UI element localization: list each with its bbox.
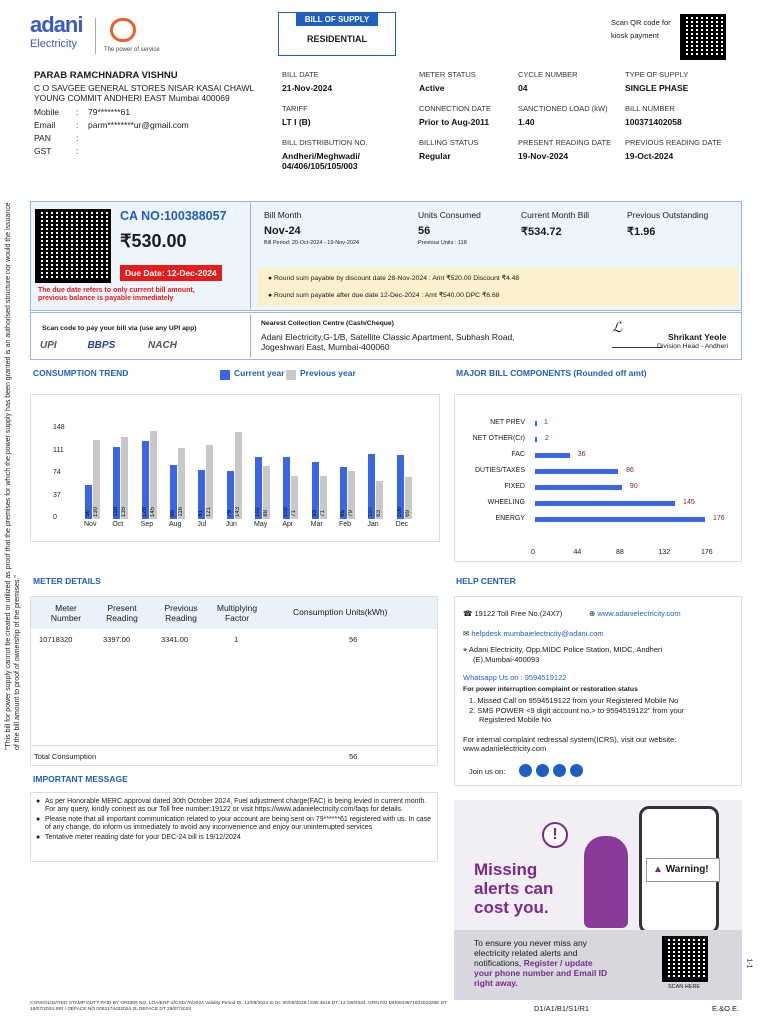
collection-address-2: Jogeshwari East, Mumbai-400060 bbox=[261, 342, 390, 352]
important-box bbox=[30, 792, 438, 862]
component-x-tick: 132 bbox=[658, 549, 671, 556]
component-bar bbox=[535, 517, 705, 522]
round-sum-2-text: Round sum payable after due date 12-Dec-2024 : Amt ₹540.00 DPC ₹6.68 bbox=[274, 292, 500, 299]
component-value: 90 bbox=[629, 483, 638, 490]
trend-x-label: Dec bbox=[395, 521, 409, 528]
meter-consumption-value: 56 bbox=[349, 635, 358, 644]
bar-previous-year bbox=[291, 476, 298, 519]
promo-text-3: notifications, bbox=[474, 958, 524, 968]
facebook-icon[interactable] bbox=[519, 764, 532, 777]
stamp-duty-note bbox=[30, 1001, 520, 1013]
meter-factor-value: 1 bbox=[234, 635, 239, 644]
trend-x-label: Aug bbox=[169, 521, 182, 528]
bar-current-year bbox=[113, 447, 120, 519]
linkedin-icon[interactable] bbox=[553, 764, 566, 777]
bar-value-label: 85 bbox=[340, 510, 346, 517]
meter-col-number: Meter Number bbox=[50, 603, 82, 623]
bar-value-label: 102 bbox=[255, 506, 261, 517]
meter-number-value: 10718320 bbox=[39, 635, 73, 644]
promo-banner bbox=[454, 800, 742, 1000]
bar-current-year bbox=[142, 441, 149, 519]
colon: : bbox=[76, 133, 79, 143]
component-bar bbox=[535, 421, 537, 426]
component-bar bbox=[535, 453, 570, 458]
bar-current-year bbox=[170, 465, 177, 519]
mobile-value: 79*******61 bbox=[88, 107, 131, 117]
current-bill-value: ₹534.72 bbox=[521, 226, 562, 238]
brand-logo bbox=[30, 14, 82, 50]
info-bill-number: BILL NUMBER 100371402058 bbox=[625, 104, 682, 127]
register-qr-code[interactable] bbox=[662, 936, 708, 982]
bar-current-year bbox=[397, 455, 404, 519]
current-bill-label: Current Month Bill bbox=[521, 210, 590, 220]
consumption-trend-title: CONSUMPTION TREND bbox=[33, 368, 129, 378]
promo-text bbox=[474, 938, 607, 988]
strip-divider bbox=[250, 314, 251, 358]
trend-y-tick: 148 bbox=[53, 424, 65, 431]
component-value: 145 bbox=[683, 499, 695, 506]
bar-current-year bbox=[340, 467, 347, 519]
promo-text-4: your phone number and Email ID bbox=[474, 968, 608, 978]
bar-value-label: 81 bbox=[198, 510, 205, 517]
mail-icon: ✉ bbox=[463, 629, 472, 638]
promo-text-5: right away. bbox=[474, 978, 518, 988]
warning-card bbox=[646, 858, 720, 882]
customer-name: PARAB RAMCHNADRA VISHNU bbox=[34, 70, 178, 81]
bar-previous-year bbox=[348, 471, 355, 519]
collection-centre bbox=[261, 320, 515, 352]
component-bar bbox=[535, 485, 622, 490]
units-label: Units Consumed bbox=[418, 210, 481, 220]
meter-col-consumption: Consumption Units(kWh) bbox=[293, 607, 388, 617]
bar-current-year bbox=[85, 485, 92, 519]
kiosk-text bbox=[611, 16, 671, 42]
trend-x-label: Mar bbox=[310, 521, 323, 528]
office-address bbox=[463, 645, 662, 655]
customer-address-1: C O SAVGEE GENERAL STORES NISAR KASAI CHAWL bbox=[34, 83, 255, 93]
bar-value-label: 56 bbox=[85, 510, 91, 517]
meter-details-title: METER DETAILS bbox=[33, 576, 101, 586]
bar-value-label: 93 bbox=[311, 510, 318, 517]
bar-value-label: 89 bbox=[170, 510, 176, 517]
bar-current-year bbox=[198, 470, 205, 519]
toll-free-text: 19122 Toll Free No.(24X7) bbox=[474, 609, 563, 618]
consumption-chart bbox=[30, 394, 440, 542]
brand-tagline: The power of service bbox=[104, 47, 160, 53]
legend-previous-swatch bbox=[286, 370, 296, 380]
bar-previous-year bbox=[121, 437, 128, 519]
customer-block bbox=[34, 70, 274, 103]
info-cycle-number: CYCLE NUMBER 04 bbox=[518, 70, 578, 93]
scan-pay-text: Scan code to pay your bill via (use any UPI app) bbox=[42, 325, 197, 332]
total-consumption-value: 56 bbox=[349, 752, 358, 761]
email-link[interactable] bbox=[463, 629, 604, 638]
kiosk-text-2: kiosk payment bbox=[611, 31, 659, 40]
bar-value-label: 107 bbox=[368, 506, 375, 517]
info-bill-date: BILL DATE 21-Nov-2024 bbox=[282, 70, 333, 93]
email-text: helpdesk.mumbaielectricity@adani.com bbox=[471, 629, 604, 638]
bar-value-label: 130 bbox=[93, 506, 99, 517]
office-address-1: Adani Electricity, Opp.MIDC Police Station, MIDC, Andheri bbox=[468, 645, 663, 654]
mobile-label: Mobile bbox=[34, 107, 60, 117]
pay-logos bbox=[40, 340, 177, 351]
current-bill-block bbox=[521, 210, 589, 238]
footer-eoe: E.&O.E. bbox=[712, 1004, 740, 1013]
payment-qr-code[interactable] bbox=[35, 209, 111, 283]
total-consumption-label: Total Consumption bbox=[34, 752, 97, 761]
trend-y-tick: 0 bbox=[53, 514, 57, 521]
promo-line-2: alerts can bbox=[474, 879, 554, 898]
round-sum-2: ● Round sum payable after due date 12-Dec-2024 : Amt ₹540.00 DPC ₹6.68 bbox=[268, 292, 500, 299]
gst-label: GST bbox=[34, 146, 52, 156]
footer-code: D1/A1/B1/S1/R1 bbox=[534, 1004, 590, 1013]
component-label: NET OTHER(Cr) bbox=[472, 435, 525, 442]
components-chart bbox=[454, 394, 742, 562]
trend-x-label: Jun bbox=[225, 521, 237, 528]
bar-current-year bbox=[312, 462, 319, 519]
component-x-tick: 88 bbox=[616, 549, 624, 556]
email-value: parm********ur@gmail.com bbox=[88, 120, 189, 130]
ca-number: CA NO:100388057 bbox=[120, 209, 227, 223]
bill-type-category: RESIDENTIAL bbox=[306, 34, 367, 44]
colon: : bbox=[76, 107, 79, 117]
component-value: 176 bbox=[713, 515, 725, 522]
info-billing-status: BILLING STATUS Regular bbox=[419, 138, 479, 161]
component-value: 1 bbox=[543, 419, 548, 426]
social-icons bbox=[519, 764, 583, 777]
trend-x-label: May bbox=[254, 521, 268, 528]
customer-contact bbox=[34, 106, 189, 158]
info-sanctioned-load: SANCTIONED LOAD (kW) 1.40 bbox=[518, 104, 608, 127]
side-disclaimer bbox=[4, 200, 30, 750]
bar-previous-year bbox=[93, 440, 100, 519]
email-label: Email bbox=[34, 120, 56, 130]
help-center-box bbox=[454, 596, 742, 786]
important-msg-2-text: Please note that all important communication related to your account are being sent on 79******61 registered with us. In case of any change, do inform us immediately to avoid any inconvenience and enjoy our uninterrupted services bbox=[45, 816, 432, 831]
info-type-supply: TYPE OF SUPPLY SINGLE PHASE bbox=[625, 70, 689, 93]
bar-previous-year bbox=[405, 477, 412, 519]
trend-plot-area bbox=[79, 429, 419, 519]
bar-value-label: 88 bbox=[263, 510, 269, 517]
whatsapp-link[interactable]: Whatsapp Us on : 9594519122 bbox=[463, 673, 567, 682]
components-title: MAJOR BILL COMPONENTS (Rounded off amt) bbox=[456, 368, 647, 378]
component-x-tick: 0 bbox=[531, 549, 535, 556]
bar-value-label: 128 bbox=[141, 506, 148, 517]
interrupt-step-2a: 2. SMS POWER <9 digit account no.> to 9594519122" from your bbox=[469, 706, 685, 715]
bar-value-label: 71 bbox=[319, 510, 326, 517]
component-bar bbox=[535, 437, 537, 442]
meter-present-value: 3397.00 bbox=[103, 635, 131, 644]
component-label: FAC bbox=[511, 451, 525, 458]
interrupt-step-1: 1. Missed Call on 9594519122 from your Registered Mobile No bbox=[469, 696, 679, 705]
bar-previous-year bbox=[320, 476, 327, 519]
component-value: 86 bbox=[626, 467, 634, 474]
important-msg-2: ● Please note that all important communication related to your account are being sent on 79******61 registered with us. In case of any change, do inform us immediately to avoid any inconvenience and enjoy our uninterrupted services bbox=[36, 816, 432, 831]
trend-x-label: Oct bbox=[112, 521, 124, 528]
units-value: 56 bbox=[418, 225, 431, 237]
promo-line-1: Missing bbox=[474, 860, 538, 879]
register-link[interactable]: Register / update bbox=[523, 958, 593, 968]
interrupt-step-2b: Registered Mobile No bbox=[479, 715, 552, 724]
bar-value-label: 102 bbox=[283, 506, 290, 517]
round-sum-1-text: Round sum payable by discount date 28-Nov-2024 : Amt ₹520.00 Discount ₹4.48 bbox=[274, 275, 520, 282]
help-center-title: HELP CENTER bbox=[456, 576, 516, 586]
trend-y-tick: 74 bbox=[53, 469, 61, 476]
warning-icon: ▲ bbox=[653, 864, 666, 875]
stamp-duty-2: 18/07/2024.SRI / DEFACE NO 0052174432024 2L DEFACE DT 29/07/2024 bbox=[30, 1007, 192, 1012]
component-x-tick: 44 bbox=[573, 549, 582, 556]
important-msg-3-text: Tentative meter reading date for your DEC-24 bill is 19/12/2024 bbox=[45, 834, 241, 841]
kiosk-text-1: Scan QR code for bbox=[611, 18, 671, 27]
brand-sub: Electricity bbox=[30, 38, 78, 50]
bar-value-label: 79 bbox=[226, 510, 233, 517]
join-us-label: Join us on: bbox=[469, 767, 506, 776]
component-value: 2 bbox=[544, 435, 549, 442]
bar-value-label: 143 bbox=[234, 506, 241, 517]
meter-previous-value: 3341.00 bbox=[161, 635, 189, 644]
bar-value-label: 106 bbox=[396, 506, 403, 517]
toll-free[interactable] bbox=[463, 609, 562, 618]
component-label: ENERGY bbox=[495, 515, 525, 522]
bar-value-label: 118 bbox=[113, 507, 120, 517]
collection-address-1: Adani Electricity,G-1/B, Satellite Classic Apartment, Subhash Road, bbox=[261, 332, 515, 342]
prev-outstanding-value: ₹1.96 bbox=[627, 226, 656, 238]
previous-units: Previous Units : 118 bbox=[418, 240, 467, 246]
component-x-tick: 176 bbox=[701, 549, 713, 556]
icrs-link[interactable]: www.adanielectricity.com bbox=[463, 744, 547, 753]
round-sum-box bbox=[258, 268, 738, 306]
bill-month-block bbox=[264, 210, 359, 246]
info-distribution: BILL DISTRIBUTION NO. Andheri/Meghwadi/ 04/406/105/105/003 bbox=[282, 138, 368, 171]
promo-headline bbox=[474, 860, 553, 917]
bar-current-year bbox=[227, 471, 234, 519]
prev-outstanding-block bbox=[627, 210, 708, 238]
bill-type-box bbox=[278, 12, 396, 56]
bar-value-label: 69 bbox=[404, 510, 411, 517]
promo-text-2: electricity related alerts and bbox=[474, 948, 578, 958]
bar-previous-year bbox=[178, 448, 185, 519]
colon: : bbox=[76, 146, 79, 156]
stamp-duty-1: CONSOLIDATED STAMP DUTY PAID BY ORDER NO. LOA/ENF-2/CSD/76/2024 Validity Period Dt. 13/09/2024 to Dt. 30/09/2026 / DW 4616 DT. 13 /09/2024. GRN NO MH004367163202426E DT bbox=[30, 1001, 448, 1006]
important-msg-1: ● As per Honorable MERC approval dated 30th October 2024, Fuel adjustment charge(FAC) is being levied in current month. For any query, kindly connect as our Toll free number:19122 or visit https://www.adanielectricity.com/faqs for details. bbox=[36, 798, 427, 813]
bill-amount: ₹530.00 bbox=[120, 231, 187, 251]
bar-value-label: 79 bbox=[348, 510, 354, 517]
phone-icon: ☎ bbox=[463, 609, 475, 618]
globe-icon: ⊕ bbox=[589, 609, 598, 618]
meter-table bbox=[30, 596, 438, 766]
bill-month-value: Nov-24 bbox=[264, 225, 301, 237]
power-logo-icon bbox=[110, 18, 136, 42]
twitter-icon[interactable] bbox=[536, 764, 549, 777]
bar-previous-year bbox=[235, 432, 242, 519]
bar-value-label: 116 bbox=[178, 507, 184, 517]
meter-total-divider bbox=[31, 745, 437, 746]
youtube-icon[interactable] bbox=[570, 764, 583, 777]
component-label: NET PREV bbox=[490, 419, 525, 426]
bar-value-label: 145 bbox=[149, 506, 156, 517]
meter-col-present: Present Reading bbox=[106, 603, 138, 623]
upi-logo: UPI bbox=[40, 340, 57, 351]
alert-bubble-icon: ! bbox=[542, 822, 568, 848]
legend-current-swatch bbox=[220, 370, 230, 380]
signature-icon: ℒ bbox=[612, 320, 662, 348]
location-icon: ⌖ bbox=[463, 645, 469, 654]
bar-value-label: 135 bbox=[121, 506, 128, 517]
due-date-badge: Due Date: 12-Dec-2024 bbox=[120, 265, 222, 281]
meter-col-factor: Multiplying Factor bbox=[216, 603, 258, 623]
nach-logo: NACH bbox=[148, 340, 177, 351]
trend-x-label: Jan bbox=[367, 521, 379, 528]
trend-y-tick: 111 bbox=[53, 446, 64, 454]
bill-period: Bill Period: 20-Oct-2024 - 19-Nov-2024 bbox=[264, 240, 360, 246]
signatory-name: Shrikant Yeole bbox=[668, 332, 727, 342]
info-connection-date: CONNECTION DATE Prior to Aug-2011 bbox=[419, 104, 491, 127]
collection-label: Nearest Collection Centre (Cash/Cheque) bbox=[261, 320, 394, 327]
website-link[interactable] bbox=[589, 609, 681, 618]
info-previous-reading-date: PREVIOUS READING DATE 19-Oct-2024 bbox=[625, 138, 722, 161]
important-msg-3: ● Tentative meter reading date for your DEC-24 bill is 19/12/2024 bbox=[36, 834, 241, 841]
bar-current-year bbox=[283, 457, 290, 519]
prev-outstanding-label: Previous Outstanding bbox=[627, 210, 709, 220]
warning-text: Warning! bbox=[665, 864, 709, 875]
pan-label: PAN bbox=[34, 133, 51, 143]
important-msg-1-text: As per Honorable MERC approval dated 30th October 2024, Fuel adjustment charge(FAC) is being levied in current month. For any query, kindly connect as our Toll free number:19122 or visit https://www.adanielectricity.com/faqs for details. bbox=[45, 798, 427, 813]
component-label: FIXED bbox=[504, 483, 525, 490]
bill-type-title: BILL OF SUPPLY bbox=[296, 13, 378, 26]
office-address-2: (E),Mumbai-400093 bbox=[473, 655, 540, 664]
logo-divider bbox=[95, 18, 96, 54]
bar-value-label: 121 bbox=[206, 506, 213, 517]
legend-previous-label: Previous year bbox=[300, 368, 356, 378]
trend-x-label: Sep bbox=[140, 521, 154, 528]
interrupt-heading: For power interruption complaint or restoration status bbox=[463, 686, 638, 693]
trend-x-label: Nov bbox=[84, 521, 97, 528]
legend-current-label: Current year bbox=[234, 368, 285, 378]
scan-here-label: SCAN HERE bbox=[668, 984, 701, 990]
bar-current-year bbox=[255, 457, 262, 519]
info-present-reading-date: PRESENT READING DATE 19-Nov-2024 bbox=[518, 138, 612, 161]
trend-x-label: Jul bbox=[197, 521, 207, 528]
bar-value-label: 71 bbox=[291, 510, 298, 517]
due-note-1: The due date refers to only current bill amount, bbox=[38, 287, 195, 294]
bar-value-label: 63 bbox=[376, 510, 383, 517]
component-bar bbox=[535, 469, 618, 474]
component-bar bbox=[535, 501, 675, 506]
bbps-logo: BBPS bbox=[87, 340, 116, 351]
trend-x-label: Apr bbox=[282, 521, 294, 528]
meter-col-previous: Previous Reading bbox=[164, 603, 198, 623]
component-label: DUTIES/TAXES bbox=[474, 467, 525, 474]
trend-y-tick: 37 bbox=[53, 491, 61, 499]
bar-current-year bbox=[368, 454, 375, 519]
bill-month-label: Bill Month bbox=[264, 210, 302, 220]
important-title: IMPORTANT MESSAGE bbox=[33, 774, 128, 784]
info-tariff: TARIFF LT I (B) bbox=[282, 104, 311, 127]
bar-previous-year bbox=[376, 481, 383, 519]
customer-address-2: YOUNG COMMIT ANDHERI EAST Mumbai 400069 bbox=[34, 93, 230, 103]
round-sum-1: ● Round sum payable by discount date 28-Nov-2024 : Amt ₹520.00 Discount ₹4.48 bbox=[268, 275, 520, 282]
component-label: WHEELING bbox=[487, 499, 525, 506]
due-note bbox=[38, 287, 195, 303]
page-number: 1-1 bbox=[745, 958, 753, 969]
bar-previous-year bbox=[206, 445, 213, 519]
colon: : bbox=[76, 120, 79, 130]
bar-previous-year bbox=[150, 431, 157, 519]
side-disclaimer-text: "This bill for power supply cannot be created or utilized as proof that the premises for which the power supply has been granted is an authorised structure nor would the issuance of the bill amount to proof of ownership of the premises." bbox=[5, 202, 21, 750]
woman-illustration bbox=[584, 836, 628, 928]
icrs-text: For internal complaint redressal system(ICRS), visit our website: bbox=[463, 735, 677, 744]
due-note-2: previous balance is payable immediately bbox=[38, 295, 174, 302]
trend-x-label: Feb bbox=[339, 521, 352, 528]
component-value: 36 bbox=[577, 451, 586, 458]
promo-text-1: To ensure you never miss any bbox=[474, 938, 587, 948]
signatory-title: Division Head - Andheri bbox=[657, 343, 729, 350]
units-block bbox=[418, 210, 481, 246]
website-text: www.adanielectricity.com bbox=[597, 609, 681, 618]
summary-divider bbox=[250, 203, 251, 309]
info-meter-status: METER STATUS Active bbox=[419, 70, 476, 93]
bill-info-grid bbox=[282, 70, 742, 180]
promo-line-3: cost you. bbox=[474, 898, 549, 917]
kiosk-qr-code[interactable] bbox=[680, 14, 726, 60]
brand-name: adani bbox=[30, 12, 83, 37]
bar-previous-year bbox=[263, 466, 270, 520]
